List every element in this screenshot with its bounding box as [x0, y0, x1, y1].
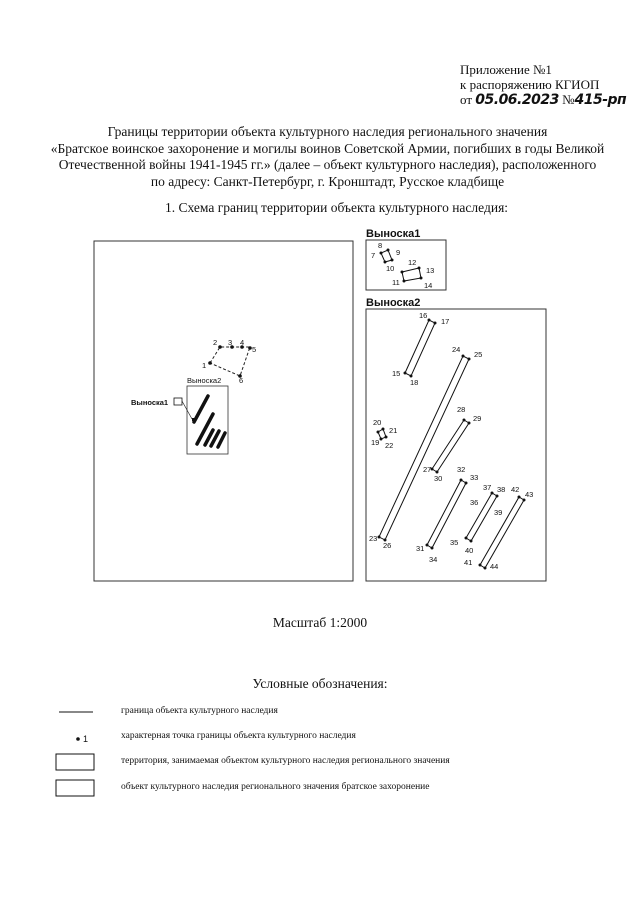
main-point-label-2: 2 [213, 338, 218, 347]
callout2-point-label-25: 25 [474, 350, 483, 359]
callout2-point-label-40: 40 [465, 546, 474, 555]
appendix-number-prefix: № [562, 92, 575, 107]
title-line-3: Отечественной войны 1941-1945 гг.» (далее – объект культурного наследия), расположенного [58, 157, 597, 172]
main-point-label-4: 4 [240, 338, 245, 347]
main-point-label-3: 3 [228, 338, 233, 347]
callout1-polygon-a [381, 250, 392, 262]
callout2-point-label-42: 42 [511, 485, 520, 494]
callout2-point-label-22: 22 [385, 441, 394, 450]
callout2-point-label-17: 17 [441, 317, 450, 326]
callout2-point-label-27: 27 [423, 465, 432, 474]
legend-point-symbol [55, 727, 95, 747]
callout2-label: Выноска2 [366, 297, 421, 309]
legend-text-boundary: граница объекта культурного наследия [121, 706, 278, 716]
callout1-point-label-8: 8 [378, 241, 383, 250]
main-callout1-marker [192, 418, 195, 421]
callout2-point-label-24: 24 [452, 345, 461, 354]
appendix-number: 415-рп [574, 92, 627, 108]
legend-point-label: 1 [83, 734, 89, 744]
callout2-point-label-34: 34 [429, 555, 438, 564]
legend-burial-symbol [55, 778, 95, 798]
main-point-label-6: 6 [239, 376, 244, 385]
callout1-point-label-11: 11 [392, 278, 400, 287]
main-boundary-polygon [210, 347, 250, 376]
callout1-point-label-9: 9 [396, 248, 401, 257]
callout2-point-label-16: 16 [419, 311, 428, 320]
callout2-point-label-35: 35 [450, 538, 459, 547]
main-point-label-1: 1 [202, 361, 207, 370]
legend-item-boundary [55, 702, 615, 722]
title-line-4: по адресу: Санкт-Петербург, г. Кронштадт, Русское кладбище [150, 173, 505, 189]
callout2-point-label-39: 39 [494, 508, 503, 517]
appendix-date-prefix: от [460, 92, 473, 107]
callout2-point-label-21: 21 [389, 426, 398, 435]
main-map-frame [94, 241, 353, 581]
main-points [208, 345, 252, 378]
callout2-point-label-33: 33 [470, 473, 479, 482]
callout2-point-label-28: 28 [457, 405, 466, 414]
legend-text-territory: территория, занимаемая объектом культурного наследия регионального значения [121, 756, 450, 766]
title-line-2: «Братское воинское захоронение и могилы воинов Советской Армии, погибших в годы Великой [50, 140, 605, 156]
main-graves [194, 396, 225, 447]
main-point-1 [208, 361, 212, 365]
callout1-point-label-7: 7 [371, 251, 376, 260]
callout2-graves [379, 320, 524, 568]
callout2-point-label-18: 18 [410, 378, 419, 387]
legend-title: Условные обозначения: [252, 676, 388, 691]
main-point-2 [218, 345, 222, 349]
callout2-point-label-20: 20 [373, 418, 382, 427]
legend-item-territory [55, 752, 615, 772]
callout1-point-label-14: 14 [424, 281, 433, 290]
legend-line-symbol [55, 702, 95, 722]
callout2-point-label-32: 32 [457, 465, 466, 474]
callout1-point-label-10: 10 [386, 264, 395, 273]
callout2-point-label-29: 29 [473, 414, 482, 423]
map-scale: Масштаб 1:2000 [272, 615, 368, 630]
callout2-points [377, 319, 526, 570]
section-heading: 1. Схема границ территории объекта культурного наследия: [165, 200, 509, 215]
appendix-order: к распоряжению КГИОП [460, 77, 600, 92]
legend-item-burial [55, 778, 615, 798]
callout2-point-label-38: 38 [497, 485, 506, 494]
callout2-point-label-44: 44 [490, 562, 499, 571]
main-callout1-box [174, 398, 182, 405]
main-callout2-label: Выноска2 [187, 376, 222, 385]
appendix-title: Приложение №1 [460, 62, 552, 77]
appendix-date: 05.06.2023 [475, 92, 559, 108]
title-line-1: Границы территории объекта культурного наследия регионального значения [107, 124, 548, 139]
main-point-label-5: 5 [252, 345, 257, 354]
callout2-point-label-19: 19 [371, 438, 380, 447]
callout2-point-label-23: 23 [369, 534, 378, 543]
callout2-point-label-41: 41 [464, 558, 473, 567]
legend-territory-symbol [55, 752, 95, 772]
callout2-point-label-30: 30 [434, 474, 443, 483]
callout1-point-label-12: 12 [408, 258, 417, 267]
callout1-polygon-b [402, 268, 421, 281]
legend-text-point: характерная точка границы объекта культурного наследия [121, 731, 356, 741]
callout2-point-label-15: 15 [392, 369, 401, 378]
callout2-point-label-43: 43 [525, 490, 534, 499]
callout1-point-label-13: 13 [426, 266, 435, 275]
callout2-point-label-26: 26 [383, 541, 392, 550]
callout1-label: Выноска1 [366, 228, 421, 240]
main-callout1-label: Выноска1 [131, 398, 169, 407]
callout2-point-label-36: 36 [470, 498, 479, 507]
callout2-point-label-37: 37 [483, 483, 492, 492]
legend-text-burial: объект культурного наследия регионального значения братское захоронение [121, 782, 430, 792]
legend-item-point [55, 727, 615, 747]
callout2-point-label-31: 31 [416, 544, 425, 553]
